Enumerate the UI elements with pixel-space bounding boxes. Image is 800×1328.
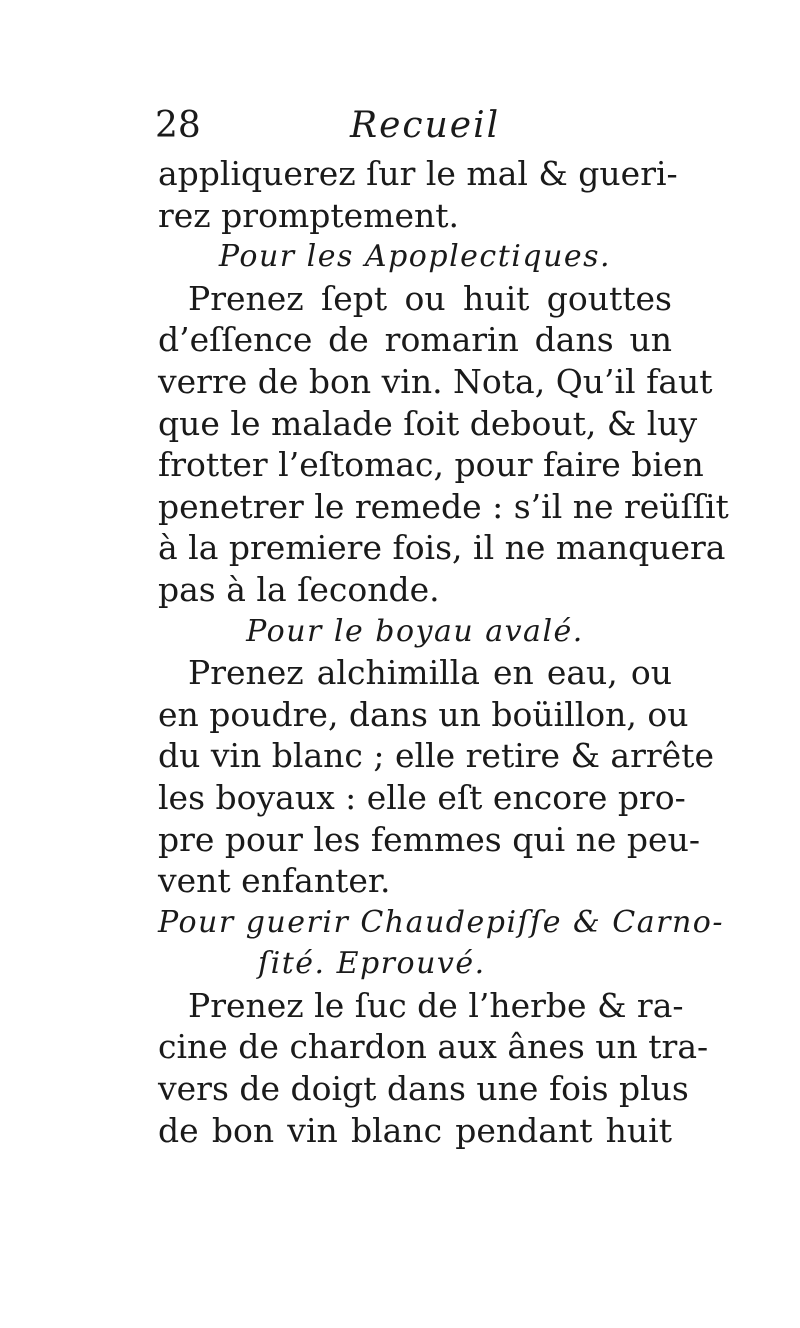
text-line: que le malade ſoit debout, & luy [158, 403, 698, 443]
text-line: Prenez le ſuc de l’herbe & ra- [188, 985, 684, 1025]
text-line: de bon vin blanc pendant huit [158, 1110, 672, 1150]
text-line: à la premiere fois, il ne manquera [158, 528, 726, 568]
text-line: d’eſſence de romarin dans un [158, 320, 672, 360]
text-line: frotter l’eſtomac, pour faire bien [158, 445, 704, 485]
page-number: 28 [155, 105, 201, 146]
text-line: vent enfanter. [158, 861, 391, 901]
text-line: Prenez alchimilla en eau, ou [188, 653, 672, 693]
text-line: en poudre, dans un boüillon, ou [158, 694, 689, 734]
section-heading-boyau: Pour le boyau avalé. [246, 613, 584, 649]
text-line: verre de bon vin. Nota, Qu’il faut [158, 361, 713, 401]
text-line: du vin blanc ; elle retire & arrête [158, 736, 714, 776]
running-head: Recueil [350, 105, 501, 146]
text-line: penetrer le remede : s’il ne reüſſit [158, 486, 729, 526]
text-line: pas à la ſeconde. [158, 569, 440, 609]
section-heading-chaudepisse-cont: ſité. Eprouvé. [258, 946, 486, 982]
section-heading-chaudepisse: Pour guerir Chaudepiſſe & Carno- [158, 904, 724, 940]
text-line: pre pour les femmes qui ne peu- [158, 819, 700, 859]
text-line: rez promptement. [158, 195, 459, 235]
page-header [155, 100, 675, 152]
text-line: Prenez ſept ou huit gouttes [188, 278, 672, 318]
text-line: les boyaux : elle eſt encore pro- [158, 777, 686, 817]
section-heading-apoplectiques: Pour les Apoplectiques. [218, 239, 612, 275]
text-line: appliquerez ſur le mal & gueri- [158, 154, 678, 193]
page-body [158, 153, 729, 1151]
text-line: cine de chardon aux ânes un tra- [158, 1027, 709, 1067]
text-line: vers de doigt dans une fois plus [158, 1069, 689, 1109]
